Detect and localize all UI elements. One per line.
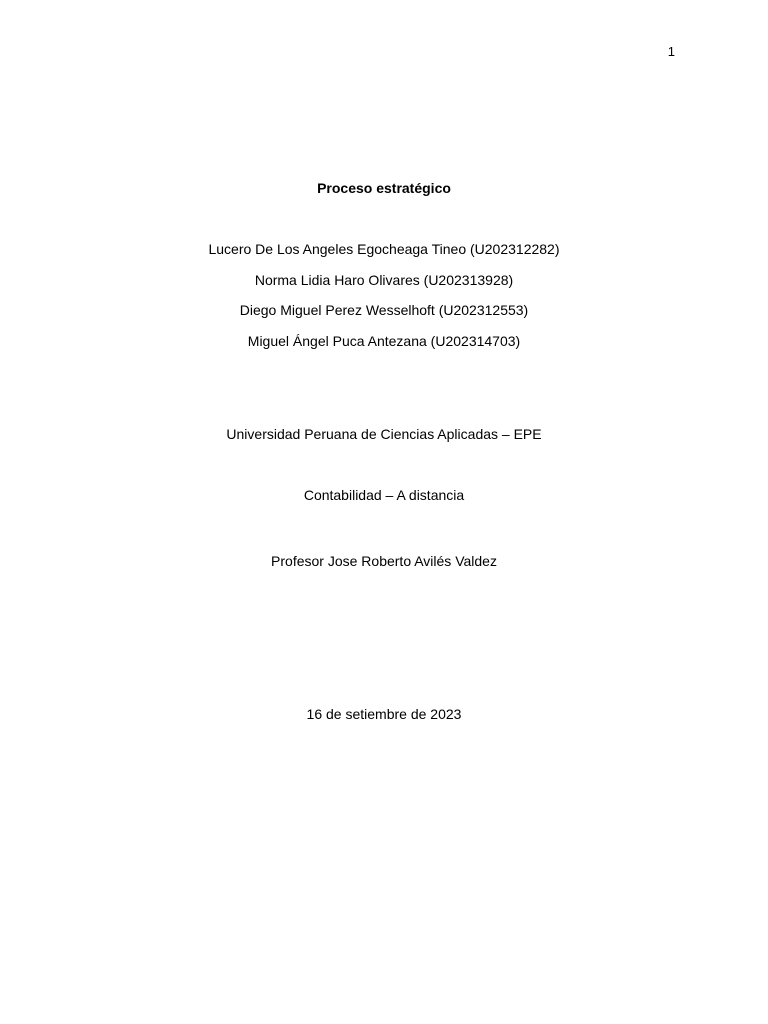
- author-line: Norma Lidia Haro Olivares (U202313928): [254, 272, 514, 288]
- author-line: Lucero De Los Angeles Egocheaga Tineo (U202312282): [208, 241, 560, 257]
- university-name: Universidad Peruana de Ciencias Aplicadas – EPE: [226, 426, 542, 442]
- author-line: Miguel Ángel Puca Antezana (U202314703): [247, 333, 521, 349]
- page-number: 1: [667, 44, 675, 59]
- document-date: 16 de setiembre de 2023: [306, 706, 462, 722]
- document-title: Proceso estratégico: [317, 180, 451, 196]
- professor-name: Profesor Jose Roberto Avilés Valdez: [271, 553, 497, 569]
- author-line: Diego Miguel Perez Wesselhoft (U202312553): [239, 302, 529, 318]
- program-name: Contabilidad – A distancia: [303, 487, 465, 503]
